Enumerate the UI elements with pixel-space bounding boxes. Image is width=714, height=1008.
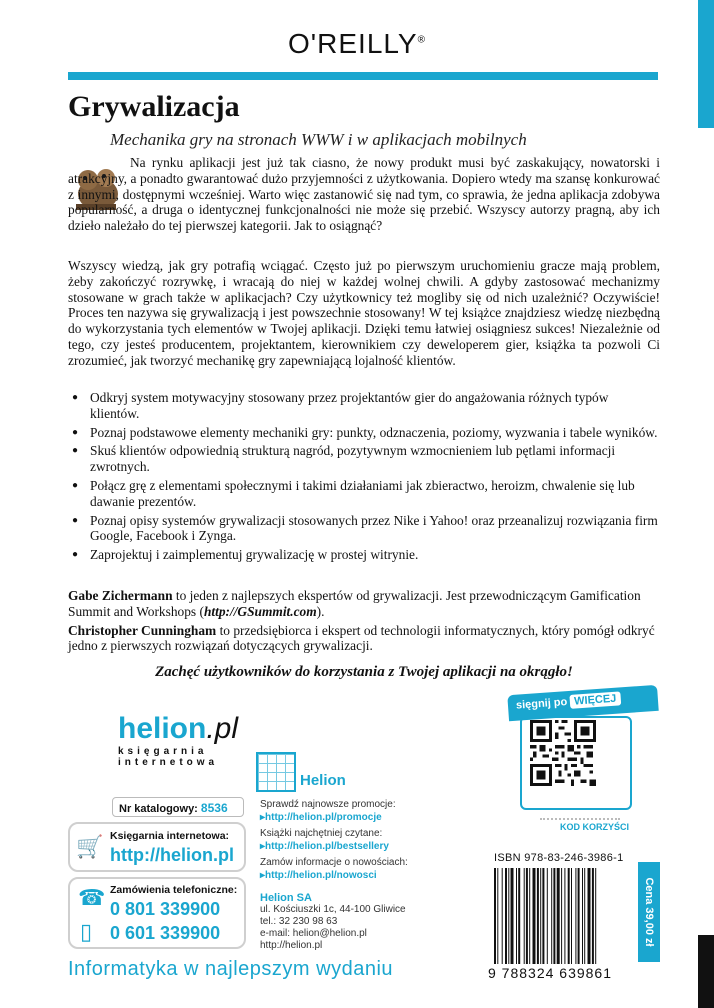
book-subtitle: Mechanika gry na stronach WWW i w aplikacjach mobilnych <box>110 130 527 149</box>
top-rule <box>68 72 658 80</box>
list-item: ● Połącz grę z elementami społecznymi i takimi działaniami jak zbieractwo, heroizm, chwalenie się lub dawanie prezentów. <box>68 478 660 510</box>
list-item: ● Poznaj opisy systemów grywalizacji stosowanych przez Nike i Yahoo! oraz przeanalizuj rozwiązania firm Google, Facebook i Zynga. <box>68 513 660 545</box>
shop-box[interactable]: 🛒 Księgarnia internetowa: http://helion.pl <box>68 822 246 872</box>
barcode-bar <box>511 868 514 964</box>
barcode-bar <box>561 868 562 964</box>
phone-number-2[interactable]: 0 601 339900 <box>110 923 221 943</box>
phone-icon: ☎ <box>78 885 106 910</box>
main-paragraph: Wszyscy wiedzą, jak gry potrafią wciągać. Często już po pierwszym uruchomieniu gracze mają problem, żeby zakończyć rozrywkę, i wracają do niej w każdej wolnej chwili. A gdyby zastosować mechanizmy stosowane w grach także w aplikacjach? Czy użytkownicy też mogliby się od nich uzależnić? Oczywiście! Proces ten nazywa się grywalizacją i jest powszechnie stosowany! W tej książce znajdziesz wiedzę niezbędną do wykorzystania tych elementów w Twojej aplikacji. Dzięki temu łatwiej osiągniesz sukces! Niezależnie od tego, czy jesteś producentem, projektantem, kierownikiem czy deweloperem gier, książka ta pozwoli Ci zrozumieć, jak tworzyć mechanikę gry zapewniającą lojalność klientów. <box>68 258 660 368</box>
company-info: Helion SA ul. Kościuszki 1c, 44-100 Gliwice tel.: 32 230 98 63 e-mail: helion@helion.pl http://helion.pl <box>260 892 470 952</box>
barcode-bar <box>494 868 496 964</box>
promo-links: Sprawdź najnowsze promocje: ▸ http://helion.pl/promocje Książki najchętniej czytane: ▸ http://helion.pl/bestsellery Zamów informacje o nowościach: ▸ http://helion.pl/nowosci <box>260 798 470 885</box>
authors-section <box>68 588 660 657</box>
barcode-bar <box>557 868 560 964</box>
book-title: Grywalizacja <box>68 90 240 123</box>
barcode-bar <box>575 868 576 964</box>
phone-number-1[interactable]: 0 801 339900 <box>110 899 221 919</box>
news-link[interactable]: ▸ http://helion.pl/nowosci <box>260 869 470 882</box>
barcode-bar <box>564 868 565 964</box>
helion-grid-logo-icon <box>256 752 296 792</box>
promo-link[interactable]: ▸ http://helion.pl/promocje <box>260 811 470 824</box>
intro-paragraph: Na rynku aplikacji jest już tak ciasno, że nowy produkt musi być zaskakujący, nowatorski i atrakcyjny, a ponadto gwarantować dużo przyjemności z użytkowania. Dopiero wtedy ma szansę konkurować z innymi, dostępnymi wcześniej. Warto więc zastanowić się nad tym, co sprawia, że jedna aplikacja zdobywa popularność, a druga o identycznej funkcjonalności nie może się przebić. Wszyscy autorzy pragną, aby ich dzieło należało do tej pierwszej kategorii. Jak to osiągnąć? <box>68 155 660 234</box>
barcode-bar <box>529 868 530 964</box>
barcode-bar <box>540 868 541 964</box>
publisher-logo: O'REILLY® <box>288 28 426 59</box>
barcode-bar <box>537 868 539 964</box>
spine-bar-bottom <box>698 935 714 1008</box>
barcode-bar <box>505 868 507 964</box>
barcode-bar <box>526 868 528 964</box>
barcode-digits: 9 788324 639861 <box>488 965 612 981</box>
barcode-bar <box>497 868 498 964</box>
helion-brand: Helion <box>300 772 346 789</box>
shopping-cart-icon: 🛒 <box>76 834 104 859</box>
list-item: ● Zaprojektuj i zaimplementuj grywalizację w prostej witrynie. <box>68 547 660 563</box>
barcode-bar <box>518 868 520 964</box>
qr-code-icon[interactable] <box>530 720 596 786</box>
catalog-number: Nr katalogowy: 8536 <box>112 797 244 817</box>
phone-box: ☎ ▯ Zamówienia telefoniczne: 0 801 339900 0 601 339900 <box>68 877 246 949</box>
list-item: ● Skuś klientów odpowiednią strukturą nagród, pozytywnym wzmocnieniem lub pętlami informacji zwrotnych. <box>68 443 660 475</box>
spine-bar-top <box>698 0 714 128</box>
barcode-bar <box>508 868 509 964</box>
barcode-bar <box>595 868 596 964</box>
barcode-bar <box>524 868 525 964</box>
barcode-bar <box>592 868 594 964</box>
barcode-bar <box>584 868 585 964</box>
barcode-bar <box>551 868 552 964</box>
price-tag: Cena 39,00 zł <box>638 862 660 962</box>
barcode-bar <box>582 868 583 964</box>
barcode-bar <box>568 868 570 964</box>
author-bio-2: Christopher Cunningham to przedsiębiorca i ekspert od technologii informatycznych, który pomógł odkryć jedno z pierwszych rozwiązań dotyczących grywalizacji. <box>68 622 655 654</box>
mobile-phone-icon: ▯ <box>80 919 93 944</box>
barcode-bar <box>553 868 555 964</box>
company-web[interactable]: http://helion.pl <box>260 940 323 951</box>
barcode <box>494 868 632 964</box>
barcode-bar <box>571 868 572 964</box>
helion-pl-logo: helion.pl księgarnia internetowa <box>118 712 239 768</box>
author-bio-1: Gabe Zichermann to jeden z najlepszych ekspertów od grywalizacji. Jest przewodniczącym Gamification Summit and Workshops (http://GSummit.com). <box>68 588 641 619</box>
feature-list <box>68 390 660 566</box>
barcode-bar <box>533 868 536 964</box>
barcode-bar <box>588 868 591 964</box>
barcode-bar <box>547 868 548 964</box>
barcode-bar <box>542 868 544 964</box>
isbn-label: ISBN 978-83-246-3986-1 <box>494 852 624 864</box>
footer-slogan: Informatyka w najlepszym wydaniu <box>68 958 394 980</box>
list-item: ● Odkryj system motywacyjny stosowany przez projektantów gier do angażowania różnych typów klientów. <box>68 390 660 422</box>
list-item: ● Poznaj podstawowe elementy mechaniki gry: punkty, odznaczenia, poziomy, wyzwania i tabele wyników. <box>68 425 660 441</box>
barcode-bar <box>578 868 580 964</box>
qr-tab: sięgnij po WIĘCEJ <box>507 685 658 721</box>
qr-caption: KOD KORZYŚCI <box>560 822 630 832</box>
author-link[interactable]: http://GSummit.com <box>203 603 317 619</box>
barcode-bar <box>516 868 517 964</box>
barcode-bar <box>502 868 503 964</box>
shop-url[interactable]: http://helion.pl <box>110 845 234 865</box>
tagline: Zachęć użytkowników do korzystania z Twojej aplikacji na okrągło! <box>155 664 573 680</box>
bestseller-link[interactable]: ▸ http://helion.pl/bestsellery <box>260 840 470 853</box>
